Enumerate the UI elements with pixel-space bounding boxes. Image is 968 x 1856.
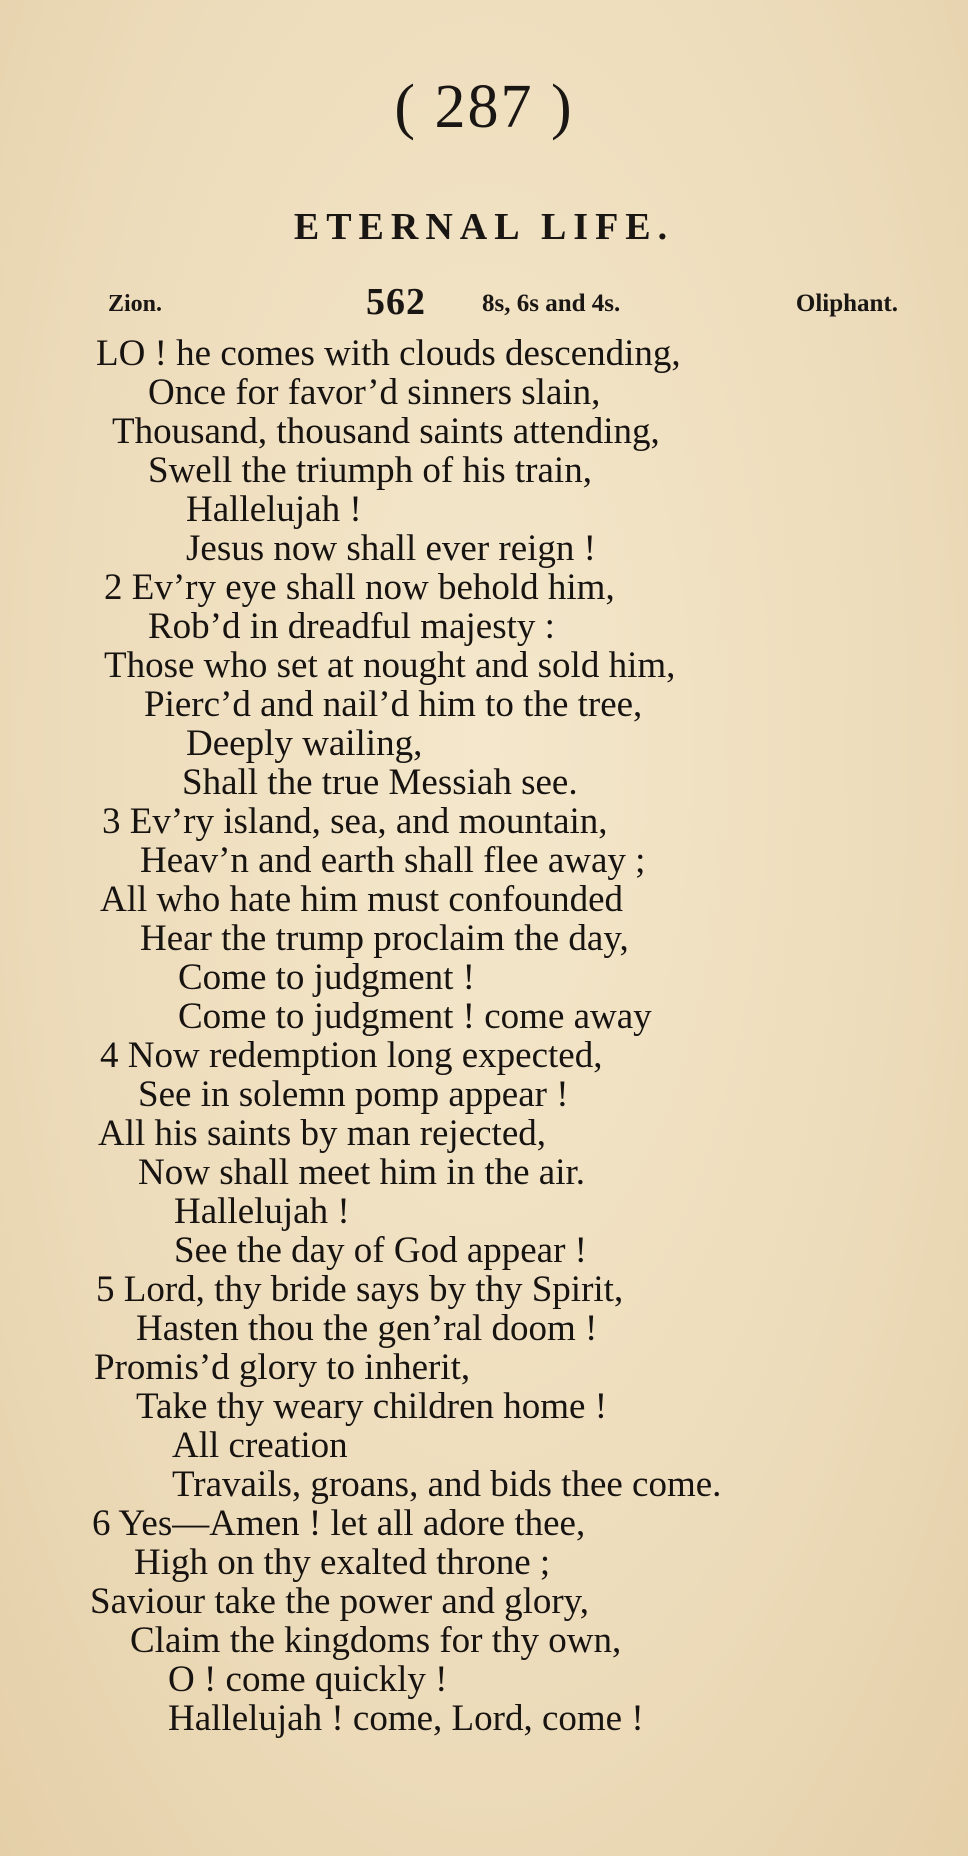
hymn-line: Claim the kingdoms for thy own, [130,1620,622,1661]
hymn-line: Hasten thou the gen’ral doom ! [136,1308,598,1349]
hymn-line: All who hate him must confounded [100,879,624,920]
hymn-line: High on thy exalted throne ; [134,1542,551,1583]
tune-name: Zion. [108,291,163,317]
hymn-line: Shall the true Messiah see. [182,762,578,803]
hymn-line: 6 Yes—Amen ! let all adore thee, [92,1503,586,1544]
hymn-line: Travails, groans, and bids thee come. [172,1464,722,1505]
hymn-line: All creation [172,1425,348,1466]
hymn-line: Hallelujah ! come, Lord, come ! [168,1698,644,1739]
hymn-line: Thousand, thousand saints attending, [112,411,660,452]
hymn-line: Now shall meet him in the air. [138,1152,585,1193]
hymn-line: Those who set at nought and sold him, [104,645,676,686]
hymn-line: 4 Now redemption long expected, [100,1035,603,1076]
hymn-line: LO ! he comes with clouds descending, [96,333,681,374]
hymn-line: Rob’d in dreadful majesty : [148,606,555,647]
hymn-line: Pierc’d and nail’d him to the tree, [144,684,643,725]
hymn-line: 3 Ev’ry island, sea, and mountain, [102,801,608,842]
hymn-line: 5 Lord, thy bride says by thy Spirit, [96,1269,624,1310]
hymn-line: Heav’n and earth shall flee away ; [140,840,646,881]
hymn-line: 2 Ev’ry eye shall now behold him, [104,567,615,608]
hymn-line: Hallelujah ! [186,489,362,530]
hymn-line: Saviour take the power and glory, [90,1581,590,1622]
hymn-line: Come to judgment ! [178,957,475,998]
hymn-line: See in solemn pomp appear ! [138,1074,569,1115]
page-number: ( 287 ) [394,73,574,141]
composer-name: Oliphant. [795,290,898,317]
hymn-header [108,280,898,324]
hymn-line: Hallelujah ! [174,1191,350,1232]
hymn-line: Swell the triumph of his train, [148,450,592,491]
hymn-line: Jesus now shall ever reign ! [186,528,596,569]
hymn-line: Once for favor’d sinners slain, [148,372,601,413]
hymn-metre: 8s, 6s and 4s. [482,290,621,317]
hymn-line: Hear the trump proclaim the day, [140,918,629,959]
hymn-line: Come to judgment ! come away [178,996,652,1037]
hymn-number: 562 [366,281,426,323]
hymn-line: Deeply wailing, [186,723,423,764]
hymn-line: See the day of God appear ! [174,1230,587,1271]
section-heading: ETERNAL LIFE. [293,206,675,248]
hymn-line: Take thy weary children home ! [136,1386,608,1427]
hymn-line: O ! come quickly ! [168,1659,448,1700]
hymn-line: Promis’d glory to inherit, [94,1347,471,1388]
hymn-line: All his saints by man rejected, [98,1113,547,1154]
